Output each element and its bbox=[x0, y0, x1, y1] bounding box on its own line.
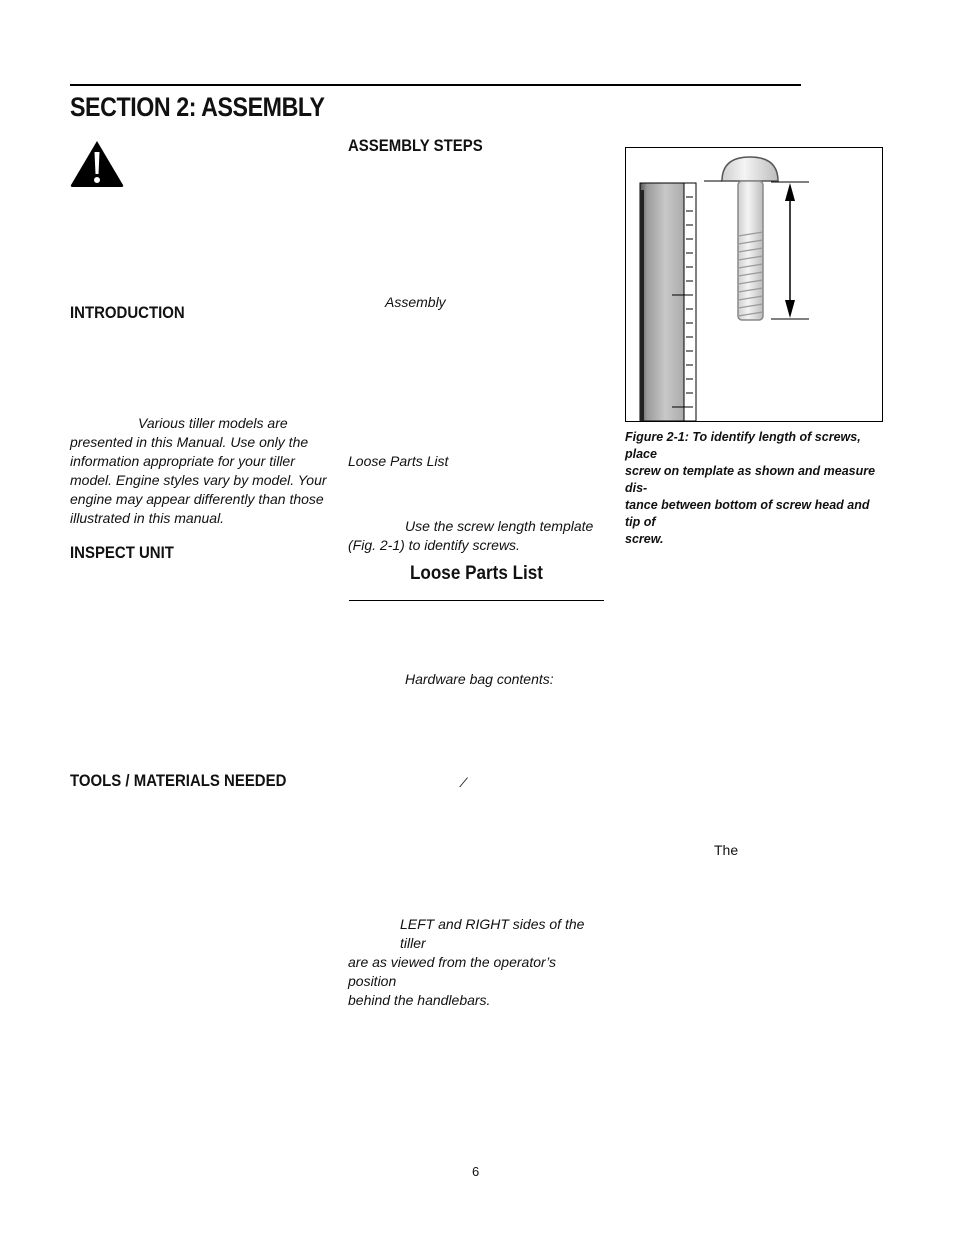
note-line: model. Engine styles vary by model. Your bbox=[70, 472, 327, 488]
screw-template-note bbox=[348, 517, 607, 555]
note-line: behind the handlebars. bbox=[348, 992, 491, 1008]
caption-line: tance between bottom of screw head and tip of bbox=[625, 498, 870, 529]
models-note bbox=[70, 414, 329, 528]
note-line: information appropriate for your tiller bbox=[70, 453, 295, 469]
note-line: illustrated in this manual. bbox=[70, 510, 225, 526]
note-line: engine may appear differently than those bbox=[70, 491, 324, 507]
assembly-steps-heading: ASSEMBLY STEPS bbox=[348, 136, 483, 155]
note-line: presented in this Manual. Use only the bbox=[70, 434, 309, 450]
figure-caption bbox=[625, 429, 887, 548]
hardware-bag-label: Hardware bag contents: bbox=[405, 671, 554, 687]
inspect-unit-heading: INSPECT UNIT bbox=[70, 543, 174, 562]
note-line: LEFT and RIGHT sides of the tiller bbox=[400, 916, 585, 951]
page-number: 6 bbox=[472, 1164, 480, 1179]
assembly-word: Assembly bbox=[385, 294, 446, 310]
note-line: Use the screw length template bbox=[405, 518, 594, 534]
fraction-slash: ⁄ bbox=[463, 774, 466, 790]
caption-line: Figure 2-1: To identify length of screws, place bbox=[625, 430, 861, 461]
caption-line: screw on template as shown and measure dis- bbox=[625, 464, 876, 495]
introduction-heading: INTRODUCTION bbox=[70, 303, 185, 322]
caption-line: screw. bbox=[625, 532, 664, 546]
warning-triangle-icon bbox=[69, 139, 125, 188]
note-line: are as viewed from the operator’s position bbox=[348, 954, 557, 989]
screw-template-illustration bbox=[626, 148, 882, 421]
note-line: (Fig. 2-1) to identify screws. bbox=[348, 537, 520, 553]
loose-parts-title: Loose Parts List bbox=[409, 563, 544, 584]
loose-parts-reference: Loose Parts List bbox=[348, 453, 449, 469]
sides-note bbox=[348, 915, 607, 1010]
loose-parts-rule bbox=[349, 600, 604, 601]
section-title: SECTION 2: ASSEMBLY bbox=[70, 92, 325, 122]
tools-materials-heading: TOOLS / MATERIALS NEEDED bbox=[70, 771, 287, 790]
top-rule bbox=[70, 84, 801, 86]
note-line: Various tiller models are bbox=[138, 415, 288, 431]
loose-parts-title-wrap bbox=[349, 563, 604, 585]
the-word: The bbox=[714, 842, 739, 858]
